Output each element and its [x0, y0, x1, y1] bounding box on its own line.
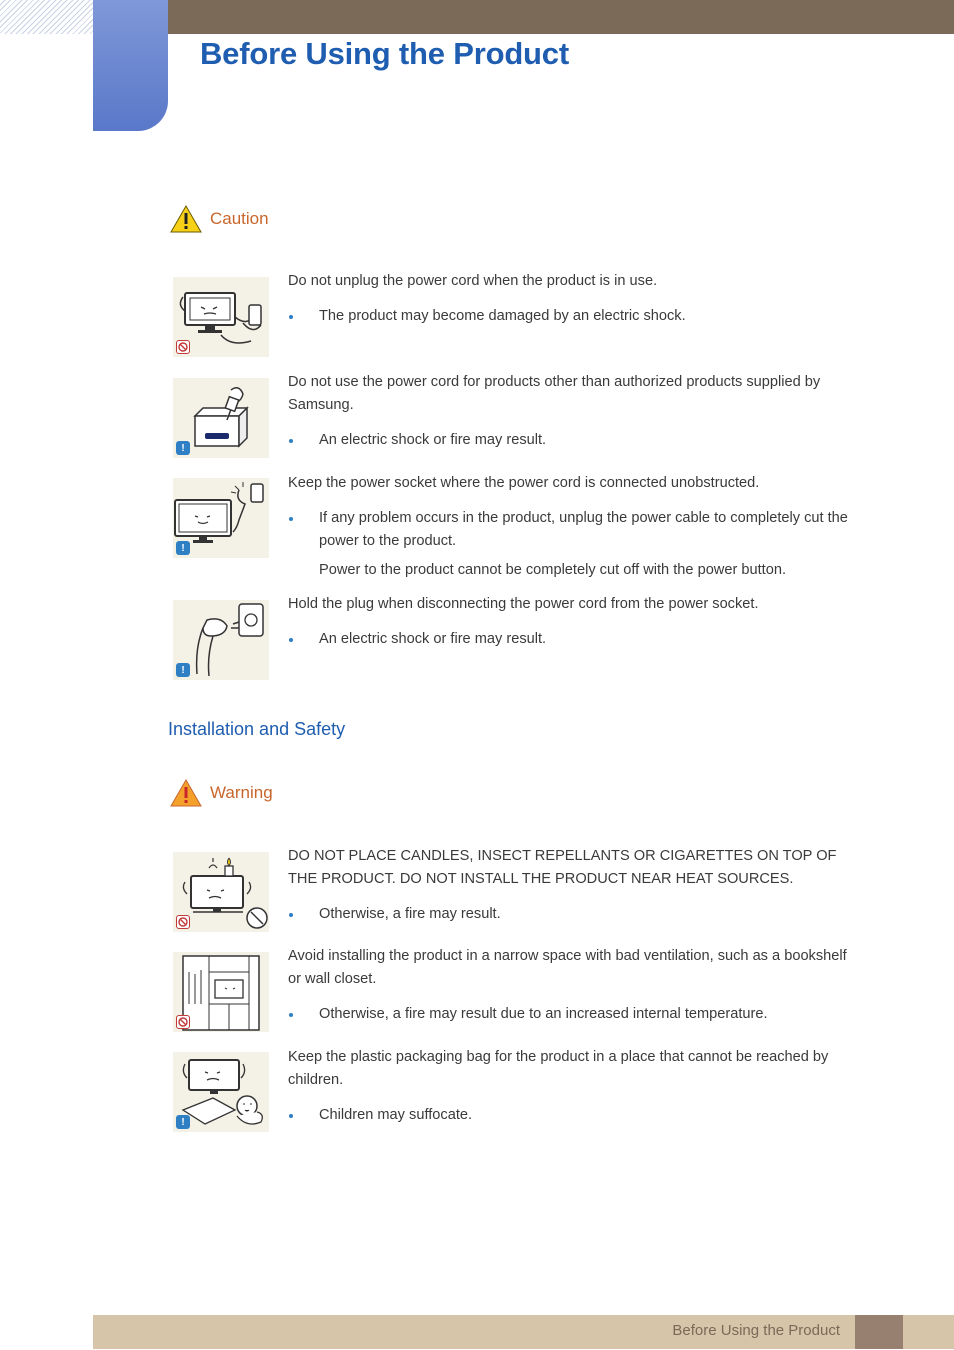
- item-statement: DO NOT PLACE CANDLES, INSECT REPELLANTS OR CIGARETTES ON TOP OF THE PRODUCT. DO NOT INSTALL THE PRODUCT NEAR HEAT SOURCES.: [288, 848, 837, 887]
- item-bullet: An electric shock or fire may result.: [288, 429, 853, 452]
- chapter-tab: [93, 0, 168, 131]
- illustration-authorized-cord: [173, 378, 269, 458]
- illustration-unplug-in-use: [173, 277, 269, 357]
- item-statement: Avoid installing the product in a narrow space with bad ventilation, such as a bookshelf or wall closet.: [288, 948, 847, 987]
- warning-heading: [170, 778, 273, 808]
- mandatory-icon: !: [176, 441, 190, 455]
- footer-section-label: Before Using the Product: [672, 1322, 840, 1339]
- warning-item-2-text: [288, 945, 853, 1026]
- warning-label: Warning: [210, 783, 273, 802]
- caution-item-1-text: [288, 270, 853, 328]
- item-statement: Keep the power socket where the power cord is connected unobstructed.: [288, 475, 760, 491]
- illustration-no-candles: [173, 852, 269, 932]
- warning-item-3-text: [288, 1046, 853, 1127]
- item-bullet: The product may become damaged by an electric shock.: [288, 305, 853, 328]
- corner-hatch-decoration: [0, 0, 93, 34]
- warning-triangle-icon: [170, 205, 202, 233]
- page-title: Before Using the Product: [200, 36, 569, 71]
- illustration-hold-plug: [173, 600, 269, 680]
- mandatory-icon: !: [176, 663, 190, 677]
- item-bullet: Otherwise, a fire may result.: [288, 903, 853, 926]
- item-statement: Do not unplug the power cord when the product is in use.: [288, 273, 658, 289]
- item-bullet: Otherwise, a fire may result due to an increased internal temperature.: [288, 1003, 853, 1026]
- illustration-packaging-bag: [173, 1052, 269, 1132]
- item-statement: Keep the plastic packaging bag for the product in a place that cannot be reached by children.: [288, 1049, 829, 1088]
- caution-item-3-text: [288, 472, 853, 582]
- page-number-box: [855, 1315, 903, 1349]
- item-note: Power to the product cannot be completely cut off with the power button.: [319, 562, 787, 578]
- item-bullet: Children may suffocate.: [288, 1104, 853, 1127]
- item-statement: Hold the plug when disconnecting the power cord from the power socket.: [288, 596, 759, 612]
- caution-item-2-text: [288, 371, 853, 452]
- caution-label: Caution: [210, 209, 269, 228]
- header-bar: [168, 0, 954, 34]
- caution-heading: [170, 204, 269, 234]
- mandatory-icon: !: [176, 1115, 190, 1129]
- prohibited-icon: [176, 1015, 190, 1029]
- prohibited-icon: [176, 915, 190, 929]
- warning-item-1-text: [288, 845, 853, 926]
- prohibited-icon: [176, 340, 190, 354]
- warning-triangle-icon: [170, 779, 202, 807]
- item-bullet: If any problem occurs in the product, unplug the power cable to completely cut the power to the product.: [288, 507, 853, 553]
- illustration-unobstructed-socket: [173, 478, 269, 558]
- mandatory-icon: !: [176, 541, 190, 555]
- item-bullet: An electric shock or fire may result.: [288, 628, 853, 651]
- illustration-narrow-space: [173, 952, 269, 1032]
- section-title-installation-safety: Installation and Safety: [168, 719, 346, 739]
- caution-item-4-text: [288, 593, 853, 651]
- item-statement: Do not use the power cord for products other than authorized products supplied by Samsung.: [288, 374, 821, 413]
